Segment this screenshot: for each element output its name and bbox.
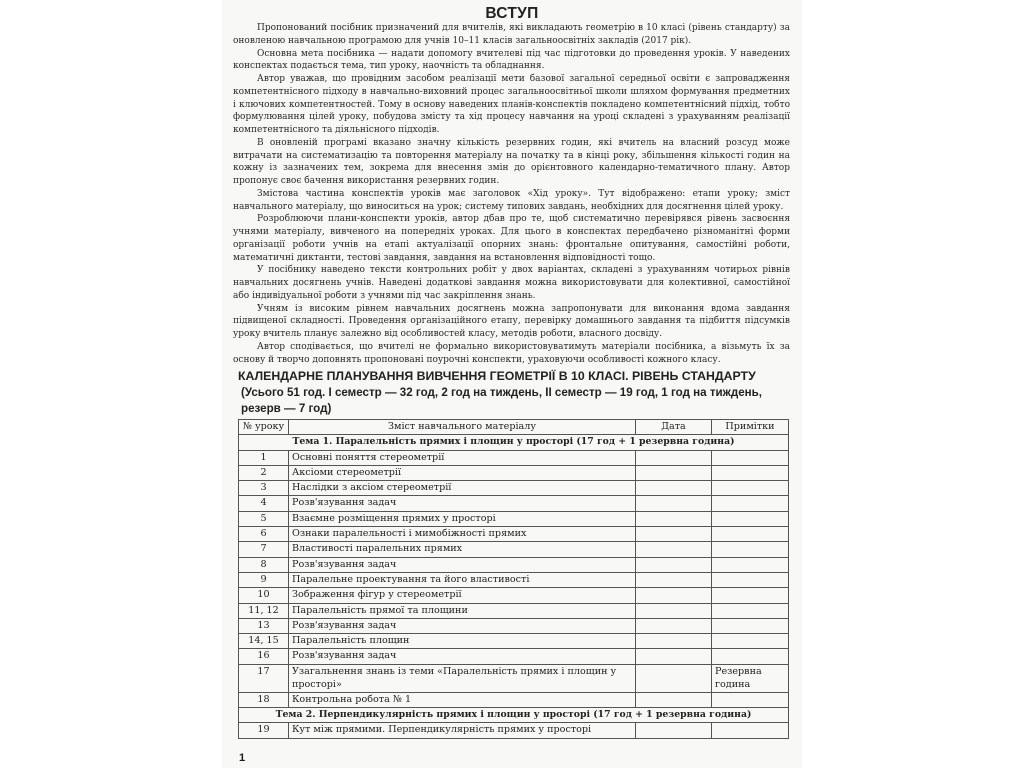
table-row	[239, 511, 789, 526]
lesson-content: Взаємне розміщення прямих у просторі	[289, 511, 636, 526]
lesson-number: 11, 12	[239, 603, 289, 618]
lesson-number: 18	[239, 692, 289, 707]
lesson-note	[712, 527, 789, 542]
lesson-note	[712, 465, 789, 480]
intro-paragraph: Автор уважав, що провідним засобом реалізації мети базової загальної середньої освіти є запровадження компетентнісного підходу в навчально-виховний процес загальноосвітньої школи шляхом формування предметних і ключових компетентностей. Тому в основу наведених планів-конспектів покладено компетентнісний підхід, тобто формулювання цілей уроку, побудова змісту та хід процесу навчання на уроці складені з урахуванням реалізації компетентнісного та діяльнісного підходів.	[233, 74, 790, 135]
lesson-date	[636, 511, 712, 526]
lesson-content: Властивості паралельних прямих	[289, 542, 636, 557]
page-title: ВСТУП	[485, 5, 539, 22]
lesson-note	[712, 496, 789, 511]
table-row	[239, 542, 789, 557]
header-notes: Примітки	[712, 420, 789, 435]
lesson-content: Розв'язування задач	[289, 649, 636, 664]
intro-paragraph: Учням із високим рівнем навчальних досягнень можна запропонувати для виконання вдома завдання підвищеної складності. Проведення організаційного етапу, перевірку домашнього завдання та підбиття підсумків уроку вчитель планує залежно від особливостей класу, методів роботи, власного досвіду.	[233, 303, 790, 339]
lesson-content: Узагальнення знань із теми «Паралельність прямих і площин у просторі»	[289, 664, 636, 692]
table-row	[239, 603, 789, 618]
lesson-date	[636, 527, 712, 542]
lesson-date	[636, 603, 712, 618]
lesson-content: Паралельність площин	[289, 634, 636, 649]
intro-paragraph: В оновленій програмі вказано значну кількість резервних годин, які вчитель на власний розсуд може витрачати на систематизацію та повторення матеріалу на початку та в кінці року, збільшення кількості годин на кожну із зазначених тем, зокрема для внесення змін до орієнтовного календарно-тематичного плану. Автор пропонує своє бачення використання резервних годин.	[233, 137, 790, 186]
topic-row	[239, 708, 789, 723]
table-row	[239, 692, 789, 707]
topic-title: Тема 2. Перпендикулярність прямих і площин у просторі (17 год + 1 резервна година)	[239, 708, 789, 723]
lesson-number: 2	[239, 465, 289, 480]
lesson-number: 19	[239, 723, 289, 738]
lesson-date	[636, 481, 712, 496]
intro-paragraph: Змістова частина конспектів уроків має заголовок «Хід уроку». Тут відображено: етапи уроку; зміст навчального матеріалу, що виноситься на урок; систему типових завдань, необхідних для досягнення цілей уроку.	[233, 188, 790, 212]
table-row	[239, 588, 789, 603]
plan-heading: КАЛЕНДАРНЕ ПЛАНУВАННЯ ВИВЧЕННЯ ГЕОМЕТРІЇ В 10 КЛАСІ. РІВЕНЬ СТАНДАРТУ	[238, 369, 756, 383]
lesson-note	[712, 542, 789, 557]
lesson-number: 3	[239, 481, 289, 496]
plan-subheading-line1: (Усього 51 год. І семестр — 32 год, 2 год на тиждень, ІІ семестр — 19 год, 1 год на тиждень,	[241, 386, 763, 399]
lesson-content: Паралельність прямої та площини	[289, 603, 636, 618]
intro-paragraph: Автор сподівається, що вчителі не формально використовуватимуть матеріали посібника, а візьмуть їх за основу й творчо доповнять пропоновані поурочні конспекти, ураховуючи особливості кожного класу.	[233, 341, 790, 365]
lesson-note	[712, 634, 789, 649]
lesson-content: Контрольна робота № 1	[289, 692, 636, 707]
table-row	[239, 723, 789, 738]
topic-title: Тема 1. Паралельність прямих і площин у просторі (17 год + 1 резервна година)	[239, 435, 789, 450]
page-number: 1	[239, 752, 246, 764]
intro-paragraph: У посібнику наведено тексти контрольних робіт у двох варіантах, складені з урахуванням чотирьох рівнів навчальних досягнень учнів. Наведені додаткові завдання можна використовувати для колективної, самостійної або індивідуальної роботи з учнями під час закріплення знань.	[233, 265, 790, 301]
intro-paragraph: Розроблюючи плани-конспекти уроків, автор дбав про те, щоб систематично перевірявся рівень засвоєння учнями матеріалу, вивченого на попередніх уроках. Для цього в конспектах передбачено різноманітні форми організації роботи учнів на етапі актуалізації опорних знань: фронтальне опитування, самостійні роботи, математичні диктанти, тестові завдання, завдання на встановлення відповідності тощо.	[233, 214, 790, 263]
table-row	[239, 557, 789, 572]
lesson-note	[712, 481, 789, 496]
lesson-note: Резервна година	[712, 664, 789, 692]
lesson-date	[636, 496, 712, 511]
lesson-content: Ознаки паралельності і мимобіжності прямих	[289, 527, 636, 542]
lesson-content: Основні поняття стереометрії	[289, 450, 636, 465]
lesson-content: Аксіоми стереометрії	[289, 465, 636, 480]
lesson-number: 5	[239, 511, 289, 526]
lesson-note	[712, 572, 789, 587]
lesson-number: 9	[239, 572, 289, 587]
lesson-number: 16	[239, 649, 289, 664]
lesson-note	[712, 618, 789, 633]
document-page	[222, 0, 802, 768]
plan-subheading-line2: резерв — 7 год)	[241, 401, 332, 415]
lesson-date	[636, 450, 712, 465]
lesson-note	[712, 588, 789, 603]
lesson-number: 17	[239, 664, 289, 692]
lesson-number: 14, 15	[239, 634, 289, 649]
lesson-number: 7	[239, 542, 289, 557]
lesson-number: 1	[239, 450, 289, 465]
intro-paragraph: Пропонований посібник призначений для вчителів, які викладають геометрію в 10 класі (рівень стандарту) за оновленою навчальною програмою для учнів 10–11 класів загальноосвітніх закладів (2017 рік).	[233, 23, 790, 46]
lesson-content: Розв'язування задач	[289, 557, 636, 572]
lesson-note	[712, 450, 789, 465]
table-row	[239, 465, 789, 480]
lesson-date	[636, 618, 712, 633]
lesson-date	[636, 465, 712, 480]
table-header-row	[239, 420, 789, 435]
lesson-date	[636, 649, 712, 664]
table-row	[239, 618, 789, 633]
lesson-date	[636, 692, 712, 707]
lesson-number: 6	[239, 527, 289, 542]
planning-table	[238, 419, 789, 739]
lesson-content: Паралельне проектування та його властивості	[289, 572, 636, 587]
lesson-content: Розв'язування задач	[289, 618, 636, 633]
lesson-number: 4	[239, 496, 289, 511]
lesson-note	[712, 603, 789, 618]
lesson-note	[712, 692, 789, 707]
header-content: Зміст навчального матеріалу	[289, 420, 636, 435]
table-row	[239, 664, 789, 692]
lesson-date	[636, 588, 712, 603]
lesson-note	[712, 511, 789, 526]
lesson-date	[636, 664, 712, 692]
table-row	[239, 450, 789, 465]
lesson-note	[712, 723, 789, 738]
lesson-number: 8	[239, 557, 289, 572]
intro-text	[233, 22, 790, 366]
lesson-content: Кут між прямими. Перпендикулярність прямих у просторі	[289, 723, 636, 738]
table-row	[239, 496, 789, 511]
lesson-content: Наслідки з аксіом стереометрії	[289, 481, 636, 496]
table-row	[239, 572, 789, 587]
lesson-number: 10	[239, 588, 289, 603]
table-row	[239, 527, 789, 542]
lesson-note	[712, 557, 789, 572]
lesson-date	[636, 634, 712, 649]
lesson-number: 13	[239, 618, 289, 633]
lesson-date	[636, 542, 712, 557]
lesson-date	[636, 557, 712, 572]
table-row	[239, 634, 789, 649]
lesson-content: Розв'язування задач	[289, 496, 636, 511]
intro-paragraph: Основна мета посібника — надати допомогу вчителеві під час підготовки до проведення уроків. У наведених конспектах подається тема, тип уроку, наочність та обладнання.	[233, 48, 790, 72]
table-row	[239, 481, 789, 496]
header-date: Дата	[636, 420, 712, 435]
lesson-date	[636, 572, 712, 587]
plan-subheading	[241, 385, 791, 416]
lesson-content: Зображення фігур у стереометрії	[289, 588, 636, 603]
header-lesson-number: № уроку	[239, 420, 289, 435]
topic-row	[239, 435, 789, 450]
lesson-date	[636, 723, 712, 738]
table-row	[239, 649, 789, 664]
lesson-note	[712, 649, 789, 664]
